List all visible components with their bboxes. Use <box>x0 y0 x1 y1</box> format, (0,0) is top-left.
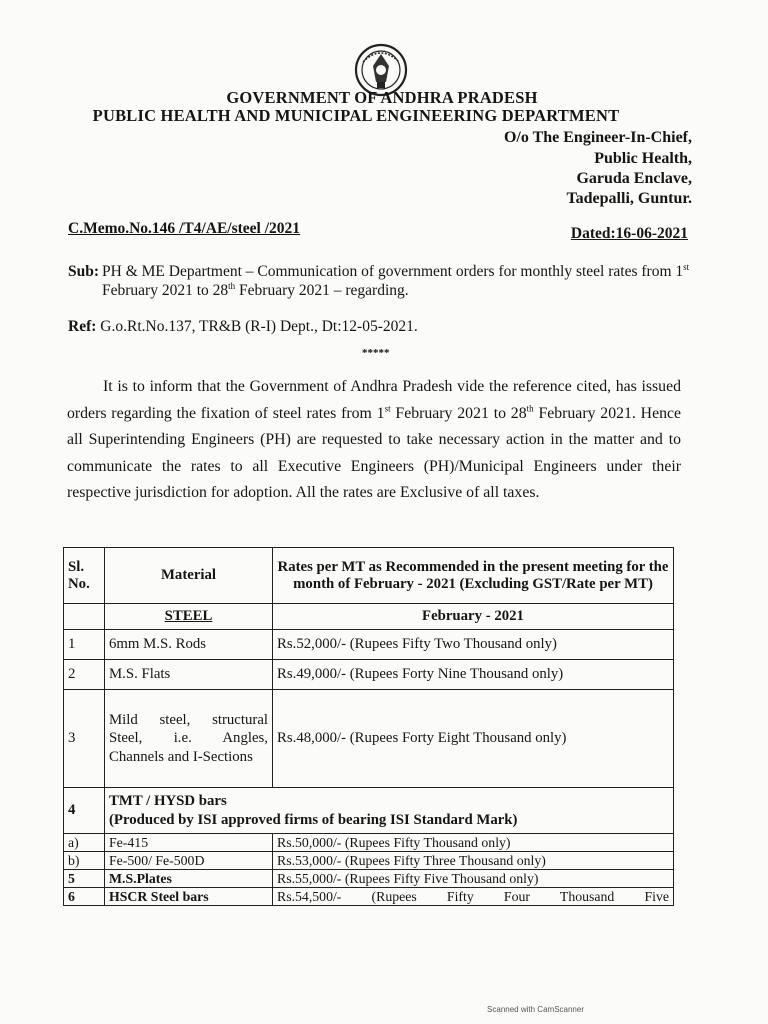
address-line-3: Garuda Enclave, <box>576 170 692 187</box>
group-heading: TMT / HYSD bars <box>109 792 227 809</box>
memo-number: C.Memo.No.146 /T4/AE/steel /2021 <box>68 220 301 237</box>
table-row <box>64 690 674 788</box>
row-rate: Rs.52,000/- (Rupees Fifty Two Thousand only) <box>273 630 674 660</box>
body-paragraph: It is to inform that the Government of Andhra Pradesh vide the reference cited, has issued orders regarding the fixation of steel rates from 1st February 2021 to 28th February 2021. Hence all Superintending Engineers (PH) are requested to take necessary action in the matter and to communicate the rates to all Executive Engineers (PH)/Municipal Engineers under their respective jurisdiction for adoption. All the rates are Exclusive of all taxes. <box>67 378 682 502</box>
row-sl: 1 <box>64 630 105 660</box>
separator: ***** <box>362 347 390 359</box>
group-title <box>105 788 674 834</box>
scanner-watermark: Scanned with CamScanner <box>487 1005 584 1014</box>
row-sl: a) <box>64 834 105 852</box>
table-row <box>64 888 674 906</box>
reference <box>68 318 418 336</box>
table-row <box>64 870 674 888</box>
row-material: HSCR Steel bars <box>105 888 273 906</box>
section-material: STEEL <box>105 604 273 630</box>
row-sl: 5 <box>64 870 105 888</box>
subject <box>68 262 694 300</box>
row-material: M.S. Flats <box>105 660 273 690</box>
section-period: February - 2021 <box>273 604 674 630</box>
header-material: Material <box>105 548 273 604</box>
subject-label: Sub: <box>68 263 100 280</box>
row-rate: Rs.50,000/- (Rupees Fifty Thousand only) <box>273 834 674 852</box>
row-material: 6mm M.S. Rods <box>105 630 273 660</box>
row-rate: Rs.53,000/- (Rupees Fifty Three Thousand only) <box>273 852 674 870</box>
row-rate: Rs.48,000/- (Rupees Forty Eight Thousand only) <box>273 690 674 788</box>
row-sl: 3 <box>64 690 105 788</box>
section-row <box>64 604 674 630</box>
row-material: Fe-415 <box>105 834 273 852</box>
address-line-1: O/o The Engineer-In-Chief, <box>503 129 692 146</box>
row-sl: 6 <box>64 888 105 906</box>
group-row <box>64 788 674 834</box>
table-row <box>64 834 674 852</box>
group-note: (Produced by ISI approved firms of bearing ISI Standard Mark) <box>109 811 518 828</box>
steel-rates-table <box>63 547 674 906</box>
group-sl: 4 <box>64 788 105 834</box>
reference-label: Ref: <box>68 318 97 335</box>
table-header-row <box>64 548 674 604</box>
row-material: M.S.Plates <box>105 870 273 888</box>
row-rate: Rs.54,500/- (Rupees Fifty Four Thousand Five <box>273 888 674 906</box>
government-title: GOVERNMENT OF ANDHRA PRADESH <box>226 88 538 107</box>
row-sl: 2 <box>64 660 105 690</box>
table-row <box>64 630 674 660</box>
memo-date: Dated:16-06-2021 <box>570 225 688 242</box>
row-rate: Rs.55,000/- (Rupees Fifty Five Thousand only) <box>273 870 674 888</box>
table-row <box>64 852 674 870</box>
address-line-2: Public Health, <box>594 150 692 167</box>
address-line-4: Tadepalli, Guntur. <box>566 190 692 207</box>
row-rate: Rs.49,000/- (Rupees Forty Nine Thousand only) <box>273 660 674 690</box>
header-rates: Rates per MT as Recommended in the present meeting for the month of February - 2021 (Excluding GST/Rate per MT) <box>273 548 674 604</box>
row-sl: b) <box>64 852 105 870</box>
department-title: PUBLIC HEALTH AND MUNICIPAL ENGINEERING DEPARTMENT <box>92 106 620 125</box>
table-row <box>64 660 674 690</box>
subject-text: PH & ME Department – Communication of government orders for monthly steel rates from 1st February 2021 to 28th February 2021 – regarding. <box>102 261 690 299</box>
reference-text: G.o.Rt.No.137, TR&B (R-I) Dept., Dt:12-05-2021. <box>100 318 418 335</box>
row-material: Mild steel, structural Steel, i.e. Angles, Channels and I-Sections <box>105 690 273 788</box>
header-sl: Sl. No. <box>64 548 105 604</box>
row-material: Fe-500/ Fe-500D <box>105 852 273 870</box>
